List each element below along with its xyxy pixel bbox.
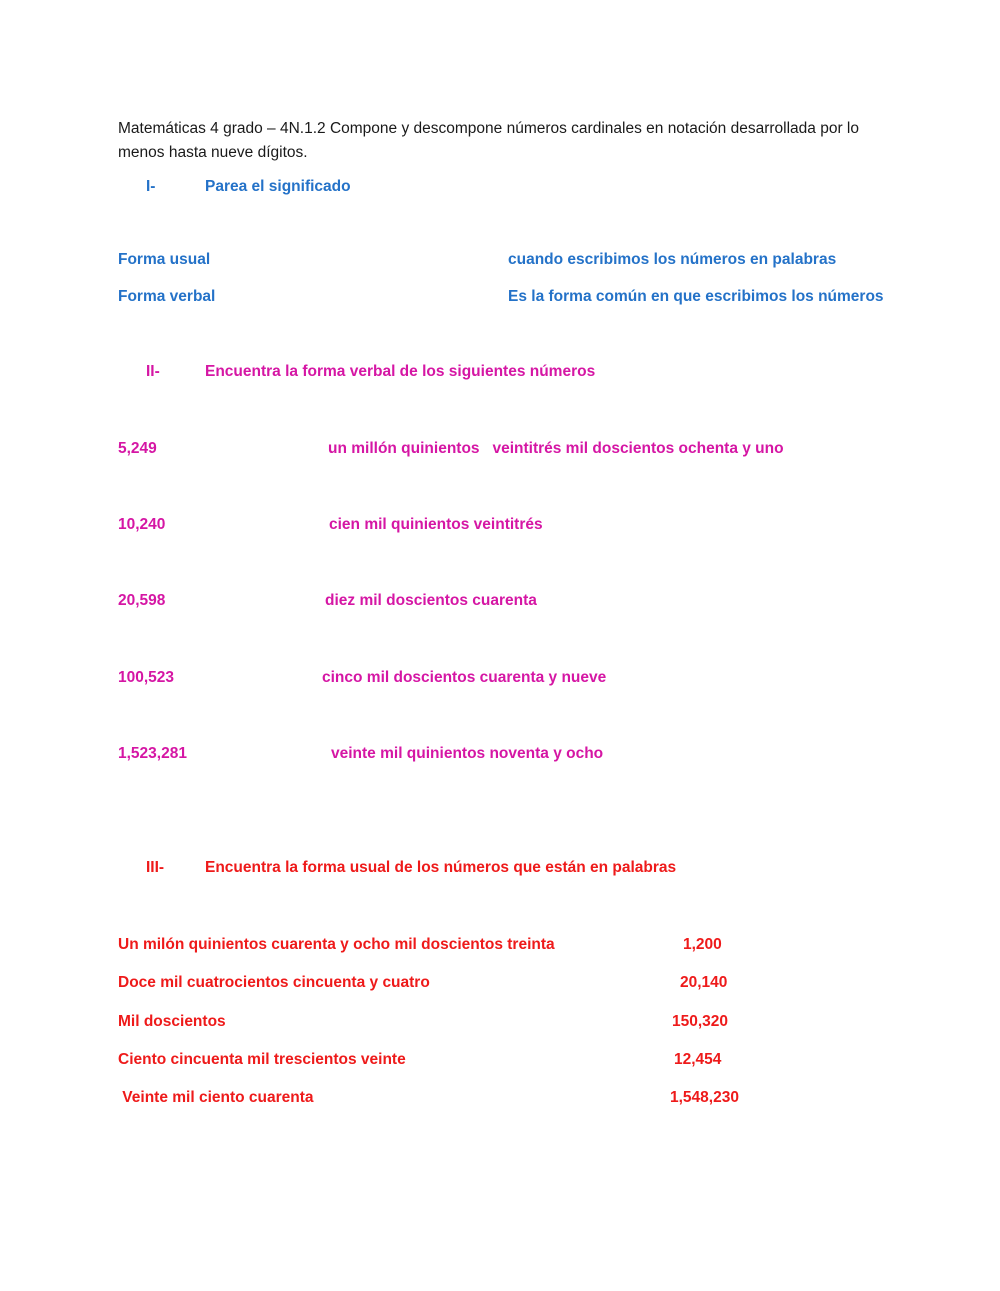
section-3-word-form: Un milón quinientos cuarenta y ocho mil doscientos treinta	[118, 936, 555, 953]
section-2-word-form: un millón quinientos veintitrés mil doscientos ochenta y uno	[328, 440, 784, 457]
worksheet-header: Matemáticas 4 grado – 4N.1.2 Compone y descompone números cardinales en notación desarrollada por lo menos hasta nueve dígitos.	[118, 120, 859, 161]
section-2-word-form: cinco mil doscientos cuarenta y nueve	[322, 669, 607, 686]
section-3-number: 12,454	[674, 1051, 722, 1068]
section-1-right-item: cuando escribimos los números en palabras	[508, 251, 837, 268]
section-2-word-form: cien mil quinientos veintitrés	[329, 516, 543, 533]
section-2-word-form: veinte mil quinientos noventa y ocho	[331, 745, 604, 762]
section-2-numeral: II-	[146, 363, 160, 380]
section-1-left-item: Forma verbal	[118, 288, 216, 305]
section-2-number: 1,523,281	[118, 745, 187, 762]
section-3-title: Encuentra la forma usual de los números que están en palabras	[205, 859, 677, 876]
section-2-number: 5,249	[118, 440, 157, 457]
section-1-title: Parea el significado	[205, 178, 351, 195]
section-3-word-form: Mil doscientos	[118, 1013, 226, 1030]
section-3-word-form: Veinte mil ciento cuarenta	[118, 1089, 314, 1106]
section-3-numeral: III-	[146, 859, 165, 876]
section-2-number: 10,240	[118, 516, 166, 533]
section-3-word-form: Doce mil cuatrocientos cincuenta y cuatro	[118, 974, 430, 991]
section-3-number: 20,140	[680, 974, 728, 991]
section-3-number: 1,200	[683, 936, 722, 953]
section-1-numeral: I-	[146, 178, 156, 195]
section-3-number: 1,548,230	[670, 1089, 739, 1106]
section-1-right-item: Es la forma común en que escribimos los números	[508, 288, 884, 305]
section-2-word-form: diez mil doscientos cuarenta	[325, 592, 537, 609]
section-1-left-item: Forma usual	[118, 251, 211, 268]
section-2-title: Encuentra la forma verbal de los siguientes números	[205, 363, 596, 380]
section-2-number: 20,598	[118, 592, 166, 609]
section-3-word-form: Ciento cincuenta mil trescientos veinte	[118, 1051, 406, 1068]
section-2-number: 100,523	[118, 669, 175, 686]
section-3-number: 150,320	[672, 1013, 729, 1030]
